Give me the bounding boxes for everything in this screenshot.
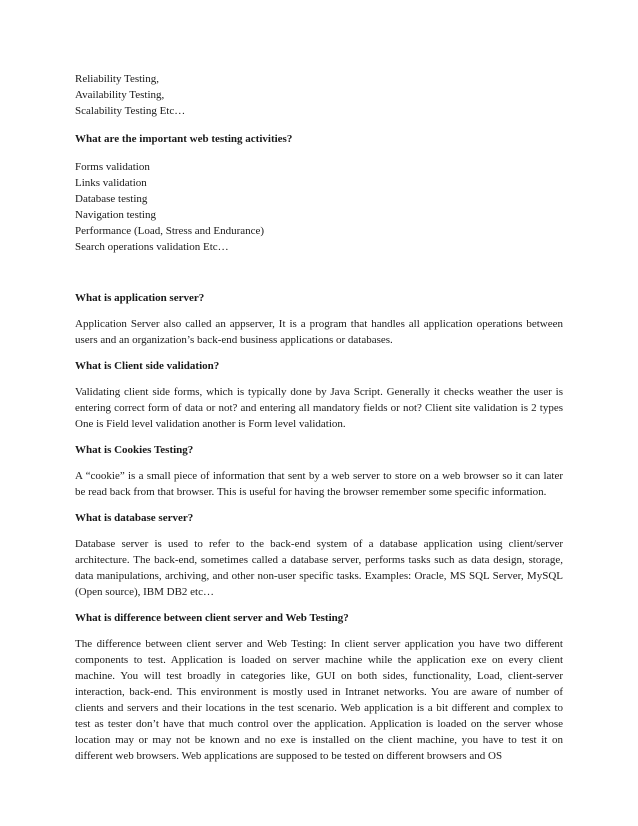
paragraph-client-server-vs-web-testing: The difference between client server and Web Testing: In client server application you have two different components to test. Application is loaded on server machine while the application exe on every client machine. You will test broadly in categories like, GUI on both sides, functionality, Load, client-server interaction, back-end. This environment is mostly used in Intranet networks. You are aware of number of clients and servers and their locations in the test scenario. Web application is a bit different and complex to test as tester don’t have that much control over the application. Application is loaded on the server whose location may or may not be known and no exe is installed on the client machine, you have to test it on different web browsers. Web applications are supposed to be tested on different browsers and OS xyxy=(75,638,563,762)
list-item: Scalability Testing Etc… xyxy=(75,105,186,117)
section-heading-client-side-validation: What is Client side validation? xyxy=(75,360,220,372)
paragraph-application-server: Application Server also called an appserver, It is a program that handles all application operations between users and an organization’s back-end business applications or databases. xyxy=(75,318,563,346)
web-testing-activities-list xyxy=(75,159,563,255)
document-page xyxy=(75,71,563,764)
list-item: Database testing xyxy=(75,193,148,205)
list-item: Links validation xyxy=(75,177,147,189)
section-heading-client-server-vs-web-testing: What is difference between client server and Web Testing? xyxy=(75,612,349,624)
section-heading-database-server: What is database server? xyxy=(75,512,194,524)
list-item: Search operations validation Etc… xyxy=(75,241,229,253)
section-heading-web-testing-activities: What are the important web testing activities? xyxy=(75,133,293,145)
list-item: Performance (Load, Stress and Endurance) xyxy=(75,225,265,237)
list-item: Reliability Testing, xyxy=(75,73,159,85)
list-item: Navigation testing xyxy=(75,209,156,221)
section-heading-cookies-testing: What is Cookies Testing? xyxy=(75,444,194,456)
paragraph-client-side-validation: Validating client side forms, which is typically done by Java Script. Generally it checks weather the user is entering correct form of data or not? and entering all mandatory fields or not? Client site validation is 2 types One is Field level validation another is Form level validation. xyxy=(75,386,563,430)
list-item: Availability Testing, xyxy=(75,89,165,101)
paragraph-cookies-testing: A “cookie” is a small piece of information that sent by a web server to store on a web browser so it can later be read back from that browser. This is useful for having the browser remember some specific information. xyxy=(75,470,563,498)
section-heading-application-server: What is application server? xyxy=(75,292,205,304)
intro-list xyxy=(75,71,563,119)
list-item: Forms validation xyxy=(75,161,150,173)
paragraph-database-server: Database server is used to refer to the back-end system of a database application using client/server architecture. The back-end, sometimes called a database server, performs tasks such as data design, storage, data manipulations, archiving, and other non-user specific tasks. Examples: Oracle, MS SQL Server, MySQL (Open source), IBM DB2 etc… xyxy=(75,538,563,598)
